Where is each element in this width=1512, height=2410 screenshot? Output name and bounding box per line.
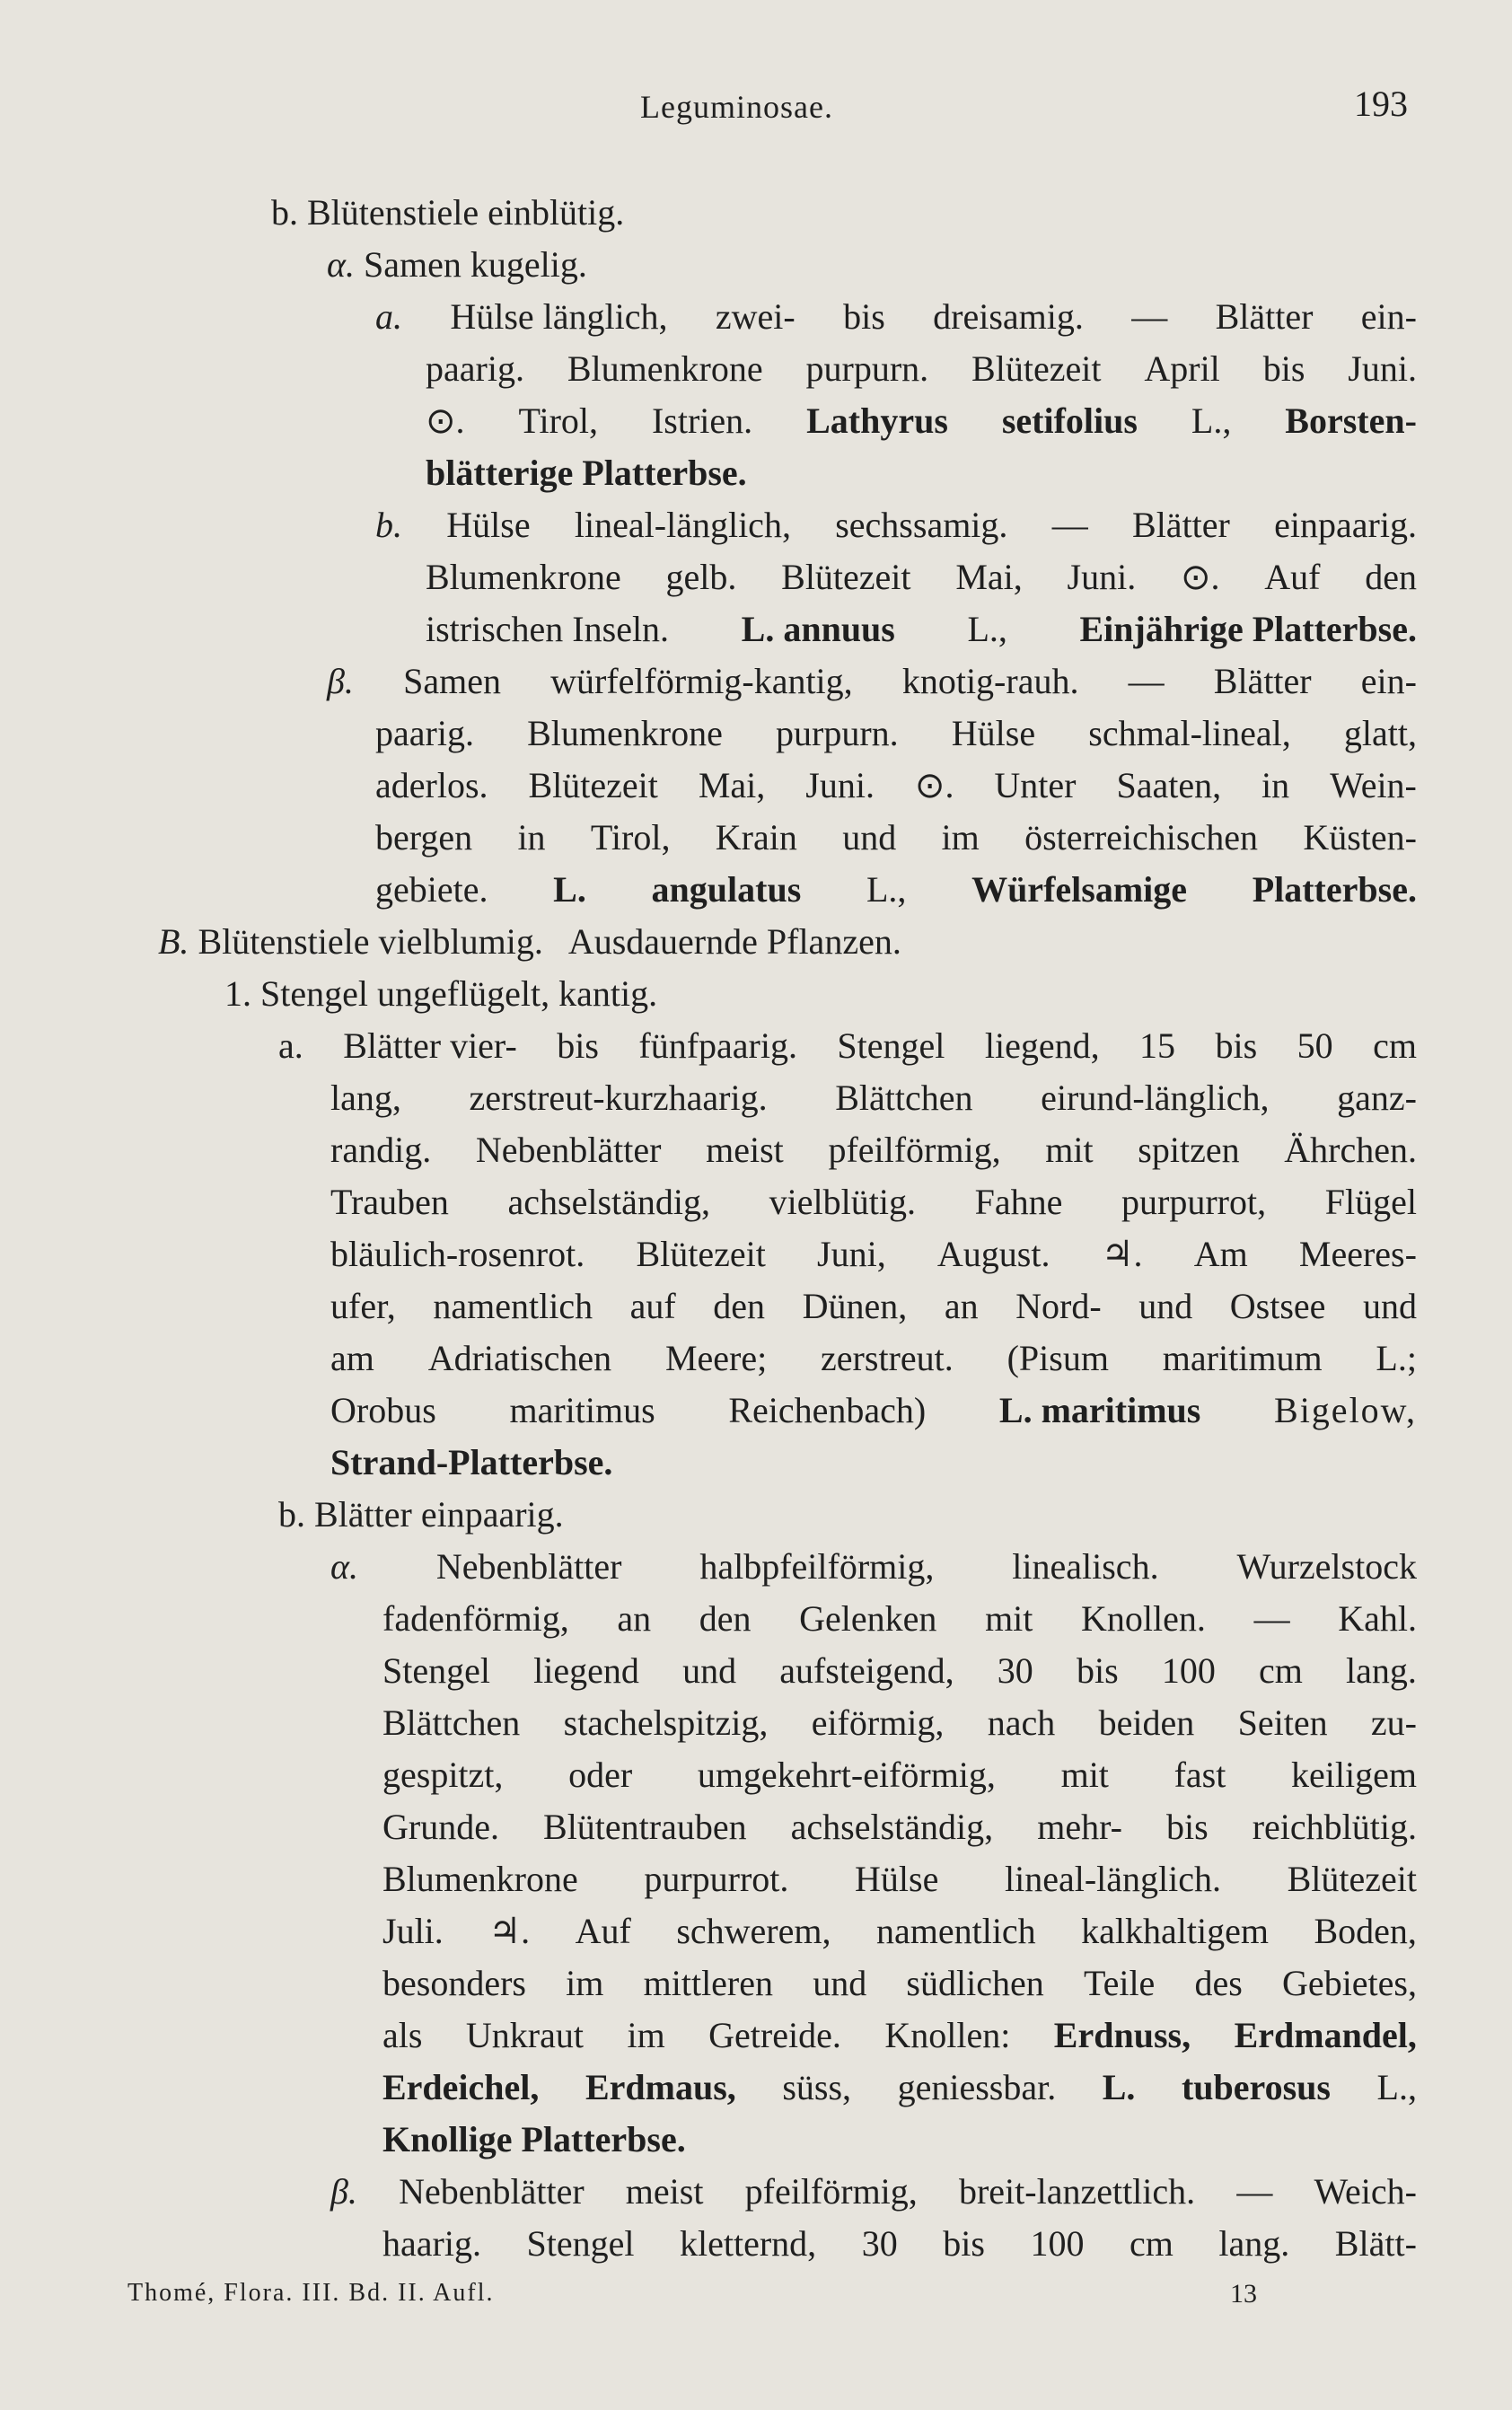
text-line: 1. Stengel ungeflügelt, kantig.	[224, 973, 658, 1014]
text-line: Juli. ♃. Auf schwerem, namentlich kalkhaltigem Boden,	[382, 1911, 1417, 1951]
text-line: Orobus maritimus Reichenbach) L. maritimus Bigelow,	[330, 1390, 1417, 1430]
sheet-number: 13	[1230, 2279, 1257, 2309]
text-line: Trauben achselständig, vielblütig. Fahne purpurrot, Flügel	[330, 1182, 1417, 1222]
text-line: paarig. Blumenkrone purpurn. Hülse schmal-lineal, glatt,	[375, 713, 1417, 753]
text-line: haarig. Stengel kletternd, 30 bis 100 cm lang. Blätt-	[382, 2223, 1417, 2264]
page-footer	[0, 2279, 1512, 2324]
page-number: 193	[1354, 84, 1408, 124]
text-line: blätterige Platterbse.	[426, 453, 747, 493]
text-line: b. Blätter einpaarig.	[278, 1494, 564, 1535]
text-line: Strand-Platterbse.	[330, 1442, 613, 1482]
text-line: Stengel liegend und aufsteigend, 30 bis 100 cm lang.	[382, 1650, 1417, 1691]
text-line: bergen in Tirol, Krain und im österreichischen Küsten-	[375, 817, 1417, 858]
text-line: ufer, namentlich auf den Dünen, an Nord- und Ostsee und	[330, 1286, 1417, 1326]
text-line: b. Hülse lineal-länglich, sechssamig. — Blätter einpaarig.	[375, 505, 1417, 545]
text-line: gespitzt, oder umgekehrt-eiförmig, mit fast keiligem	[382, 1755, 1417, 1795]
text-line: am Adriatischen Meere; zerstreut. (Pisum maritimum L.;	[330, 1338, 1417, 1378]
text-line: α. Samen kugelig.	[327, 244, 587, 285]
signature-line: Thomé, Flora. III. Bd. II. Aufl.	[127, 2279, 495, 2307]
text-line: istrischen Inseln. L. annuus L., Einjährige Platterbse.	[426, 609, 1417, 649]
text-line: a. Hülse länglich, zwei- bis dreisamig. — Blätter ein-	[375, 296, 1417, 337]
text-line: bläulich-rosenrot. Blütezeit Juni, August. ♃. Am Meeres-	[330, 1234, 1417, 1274]
text-line: β. Nebenblätter meist pfeilförmig, breit-lanzettlich. — Weich-	[330, 2171, 1417, 2212]
text-line: gebiete. L. angulatus L., Würfelsamige Platterbse.	[375, 869, 1417, 910]
text-line: fadenförmig, an den Gelenken mit Knollen. — Kahl.	[382, 1598, 1417, 1639]
running-title: Leguminosae.	[640, 89, 833, 125]
page-header	[0, 84, 1512, 135]
text-line: Blumenkrone purpurrot. Hülse lineal-länglich. Blütezeit	[382, 1859, 1417, 1899]
text-line: Blumenkrone gelb. Blütezeit Mai, Juni. ⊙. Auf den	[426, 557, 1417, 597]
text-line: B. Blütenstiele vielblumig. Ausdauernde Pflanzen.	[158, 921, 901, 962]
text-line: α. Nebenblätter halbpfeilförmig, linealisch. Wurzelstock	[330, 1546, 1417, 1587]
text-line: ⊙. Tirol, Istrien. Lathyrus setifolius L., Borsten-	[426, 400, 1417, 441]
text-line: a. Blätter vier- bis fünfpaarig. Stengel liegend, 15 bis 50 cm	[278, 1025, 1417, 1066]
text-line: Blättchen stachelspitzig, eiförmig, nach beiden Seiten zu-	[382, 1702, 1417, 1743]
text-line: lang, zerstreut-kurzhaarig. Blättchen eirund-länglich, ganz-	[330, 1077, 1417, 1118]
text-line: randig. Nebenblätter meist pfeilförmig, mit spitzen Ährchen.	[330, 1130, 1417, 1170]
text-line: Erdeichel, Erdmaus, süss, geniessbar. L. tuberosus L.,	[382, 2067, 1417, 2107]
text-line: aderlos. Blütezeit Mai, Juni. ⊙. Unter Saaten, in Wein-	[375, 765, 1417, 805]
text-line: paarig. Blumenkrone purpurn. Blütezeit April bis Juni.	[426, 348, 1417, 389]
text-line: β. Samen würfelförmig-kantig, knotig-rauh. — Blätter ein-	[327, 661, 1417, 701]
text-line: besonders im mittleren und südlichen Teile des Gebietes,	[382, 1963, 1417, 2003]
text-line: Knollige Platterbse.	[382, 2119, 686, 2159]
text-line: Grunde. Blütentrauben achselständig, mehr- bis reichblütig.	[382, 1807, 1417, 1847]
text-line: b. Blütenstiele einblütig.	[271, 192, 625, 233]
text-line: als Unkraut im Getreide. Knollen: Erdnuss, Erdmandel,	[382, 2015, 1417, 2055]
